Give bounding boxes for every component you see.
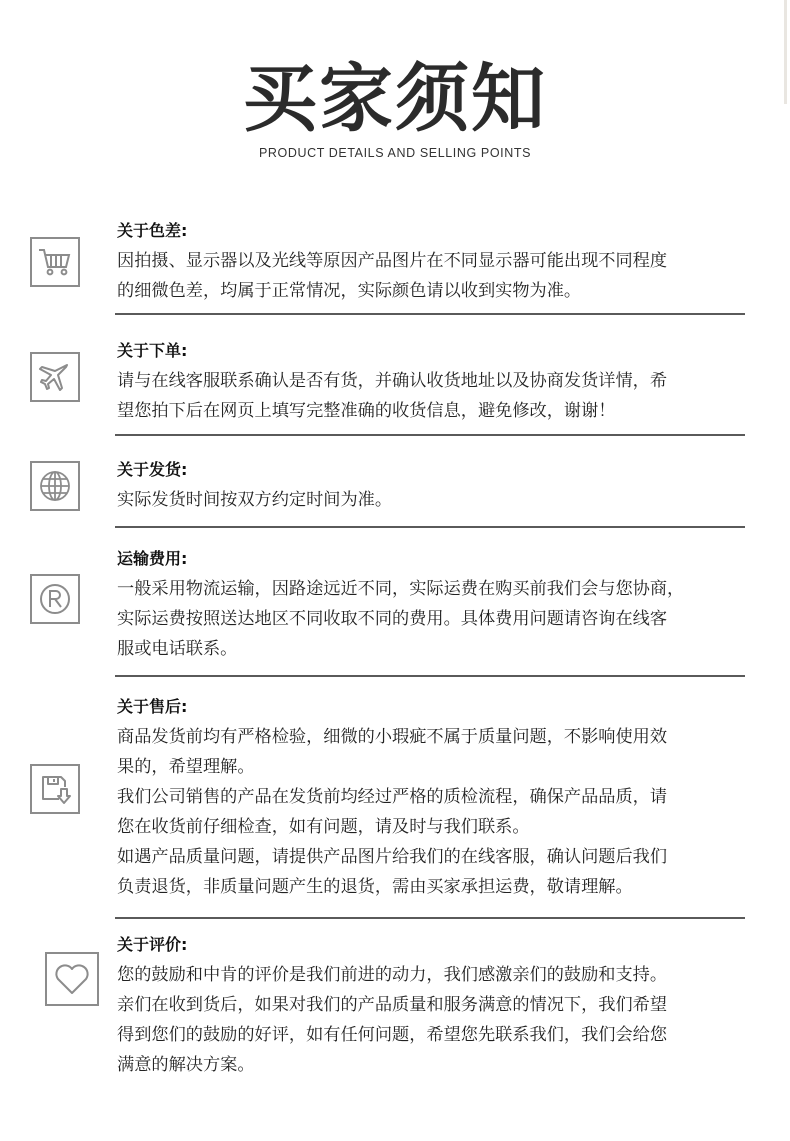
divider bbox=[115, 917, 745, 919]
section-heading: 关于评价: bbox=[117, 935, 188, 954]
divider bbox=[115, 313, 745, 315]
divider bbox=[115, 434, 745, 436]
section-paragraph: 亲们在收到货后，如果对我们的产品质量和服务满意的情况下，我们希望 得到您们的鼓励的好评，如有任何问题，希望您先联系我们，我们会给您 满意的解决方案。 bbox=[117, 995, 668, 1075]
section-heading: 关于售后: bbox=[117, 697, 188, 716]
section-paragraph: 商品发货前均有严格检验，细微的小瑕疵不属于质量问题，不影响使用效 果的，希望理解。 bbox=[117, 727, 668, 777]
section-paragraph: 您的鼓励和中肯的评价是我们前进的动力，我们感激亲们的鼓励和支持。 bbox=[117, 965, 668, 985]
registered-icon bbox=[30, 574, 80, 624]
section-paragraph: 因拍摄、显示器以及光线等原因产品图片在不同显示器可能出现不同程度 的细微色差，均属于正常情况，实际颜色请以收到实物为准。 bbox=[117, 251, 668, 301]
save-download-icon bbox=[30, 764, 80, 814]
heart-icon bbox=[45, 952, 99, 1006]
section-heading: 关于下单: bbox=[117, 341, 188, 360]
airplane-icon bbox=[30, 352, 80, 402]
shopping-cart-icon bbox=[30, 237, 80, 287]
divider bbox=[115, 526, 745, 528]
globe-icon bbox=[30, 461, 80, 511]
section-paragraph: 请与在线客服联系确认是否有货，并确认收货地址以及协商发货详情，希 望您拍下后在网页上填写完整准确的收货信息，避免修改，谢谢！ bbox=[117, 371, 668, 421]
section-paragraph: 如遇产品质量问题，请提供产品图片给我们的在线客服，确认问题后我们 负责退货，非质量问题产生的退货，需由买家承担运费，敬请理解。 bbox=[117, 847, 668, 897]
page-subtitle: PRODUCT DETAILS AND SELLING POINTS bbox=[258, 146, 532, 160]
section-heading: 关于发货: bbox=[117, 460, 188, 479]
section-heading: 关于色差: bbox=[117, 221, 188, 240]
section-heading: 运输费用: bbox=[117, 549, 188, 568]
section-paragraph: 实际发货时间按双方约定时间为准。 bbox=[117, 490, 393, 510]
divider bbox=[115, 675, 745, 677]
section-paragraph: 一般采用物流运输，因路途远近不同，实际运费在购买前我们会与您协商， 实际运费按照送达地区不同收取不同的费用。具体费用问题请咨询在线客 服或电话联系。 bbox=[117, 579, 685, 659]
section-paragraph: 我们公司销售的产品在发货前均经过严格的质检流程，确保产品品质，请 您在收货前仔细检查，如有问题，请及时与我们联系。 bbox=[117, 787, 668, 837]
page-title: 买家须知 bbox=[243, 56, 547, 142]
